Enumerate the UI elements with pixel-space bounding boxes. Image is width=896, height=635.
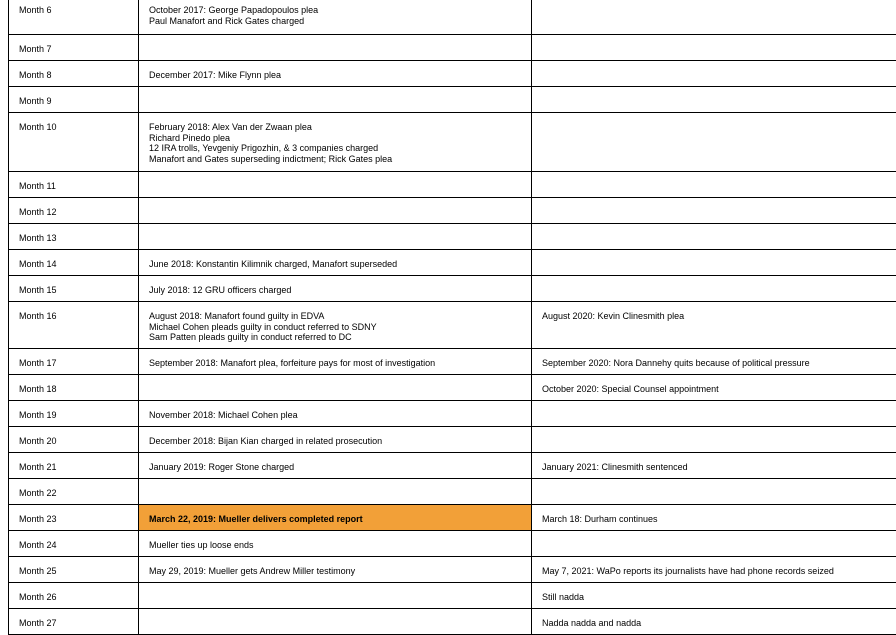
- mueller-event-text: February 2018: Alex Van der Zwaan plea: [149, 122, 525, 133]
- durham-event-text: January 2021: Clinesmith sentenced: [542, 462, 896, 473]
- mueller-cell: [139, 172, 532, 198]
- durham-event-text: May 7, 2021: WaPo reports its journalists have had phone records seized: [542, 566, 896, 577]
- durham-event-text: August 2020: Kevin Clinesmith plea: [542, 311, 896, 322]
- table-row: [9, 609, 896, 635]
- month-cell: Month 23: [9, 505, 139, 531]
- mueller-event-text: December 2017: Mike Flynn plea: [149, 70, 525, 81]
- month-cell: Month 16: [9, 302, 139, 349]
- mueller-event-text: March 22, 2019: Mueller delivers completed report: [149, 514, 525, 525]
- timeline-table-body: [9, 0, 896, 635]
- table-row: [9, 172, 896, 198]
- month-cell: Month 11: [9, 172, 139, 198]
- mueller-cell: [139, 557, 532, 583]
- durham-cell: [532, 113, 896, 172]
- table-row: [9, 531, 896, 557]
- mueller-event-text: August 2018: Manafort found guilty in EDVA: [149, 311, 525, 322]
- mueller-cell: [139, 0, 532, 35]
- month-cell: Month 18: [9, 375, 139, 401]
- durham-cell: [532, 427, 896, 453]
- durham-cell: [532, 276, 896, 302]
- mueller-event-text: June 2018: Konstantin Kilimnik charged, Manafort superseded: [149, 259, 525, 270]
- durham-cell: [532, 302, 896, 349]
- mueller-event-text: September 2018: Manafort plea, forfeiture pays for most of investigation: [149, 358, 525, 369]
- table-row: [9, 35, 896, 61]
- durham-cell: [532, 87, 896, 113]
- durham-cell: [532, 172, 896, 198]
- mueller-event-text: Manafort and Gates superseding indictment; Rick Gates plea: [149, 154, 525, 165]
- table-row: [9, 427, 896, 453]
- mueller-cell: [139, 113, 532, 172]
- month-cell: Month 14: [9, 250, 139, 276]
- durham-cell: [532, 531, 896, 557]
- month-cell: Month 10: [9, 113, 139, 172]
- durham-cell: [532, 505, 896, 531]
- durham-cell: [532, 0, 896, 35]
- month-cell: Month 26: [9, 583, 139, 609]
- durham-cell: [532, 453, 896, 479]
- month-cell: Month 6: [9, 0, 139, 35]
- durham-cell: [532, 557, 896, 583]
- table-row: [9, 375, 896, 401]
- table-row: [9, 224, 896, 250]
- month-cell: Month 12: [9, 198, 139, 224]
- mueller-event-text: Michael Cohen pleads guilty in conduct referred to SDNY: [149, 322, 525, 333]
- durham-event-text: Still nadda: [542, 592, 896, 603]
- table-row: [9, 198, 896, 224]
- mueller-cell: [139, 505, 532, 531]
- table-row: [9, 61, 896, 87]
- durham-cell: [532, 609, 896, 635]
- table-row: [9, 87, 896, 113]
- mueller-event-text: Sam Patten pleads guilty in conduct referred to DC: [149, 332, 525, 343]
- mueller-cell: [139, 375, 532, 401]
- month-cell: Month 17: [9, 349, 139, 375]
- month-cell: Month 9: [9, 87, 139, 113]
- table-row: [9, 401, 896, 427]
- month-cell: Month 21: [9, 453, 139, 479]
- month-cell: Month 25: [9, 557, 139, 583]
- table-row: [9, 113, 896, 172]
- mueller-event-text: January 2019: Roger Stone charged: [149, 462, 525, 473]
- mueller-cell: [139, 453, 532, 479]
- durham-cell: [532, 61, 896, 87]
- table-row: [9, 583, 896, 609]
- month-cell: Month 22: [9, 479, 139, 505]
- month-cell: Month 8: [9, 61, 139, 87]
- table-row: [9, 557, 896, 583]
- durham-cell: [532, 35, 896, 61]
- durham-cell: [532, 198, 896, 224]
- mueller-event-text: May 29, 2019: Mueller gets Andrew Miller testimony: [149, 566, 525, 577]
- mueller-cell: [139, 302, 532, 349]
- table-row: [9, 479, 896, 505]
- table-row: [9, 302, 896, 349]
- mueller-event-text: Paul Manafort and Rick Gates charged: [149, 16, 525, 27]
- durham-event-text: October 2020: Special Counsel appointment: [542, 384, 896, 395]
- mueller-cell: [139, 250, 532, 276]
- mueller-event-text: December 2018: Bijan Kian charged in related prosecution: [149, 436, 525, 447]
- mueller-cell: [139, 61, 532, 87]
- mueller-cell: [139, 224, 532, 250]
- mueller-event-text: November 2018: Michael Cohen plea: [149, 410, 525, 421]
- durham-cell: [532, 583, 896, 609]
- month-cell: Month 19: [9, 401, 139, 427]
- month-cell: Month 20: [9, 427, 139, 453]
- table-row: [9, 0, 896, 35]
- mueller-event-text: 12 IRA trolls, Yevgeniy Prigozhin, & 3 companies charged: [149, 143, 525, 154]
- durham-event-text: Nadda nadda and nadda: [542, 618, 896, 629]
- table-row: [9, 349, 896, 375]
- mueller-cell: [139, 609, 532, 635]
- durham-cell: [532, 375, 896, 401]
- durham-event-text: March 18: Durham continues: [542, 514, 896, 525]
- month-cell: Month 13: [9, 224, 139, 250]
- mueller-cell: [139, 87, 532, 113]
- mueller-event-text: July 2018: 12 GRU officers charged: [149, 285, 525, 296]
- durham-cell: [532, 401, 896, 427]
- durham-cell: [532, 479, 896, 505]
- mueller-cell: [139, 583, 532, 609]
- month-cell: Month 15: [9, 276, 139, 302]
- mueller-cell: [139, 276, 532, 302]
- table-row: [9, 276, 896, 302]
- mueller-cell: [139, 427, 532, 453]
- durham-cell: [532, 224, 896, 250]
- table-row: [9, 250, 896, 276]
- month-cell: Month 27: [9, 609, 139, 635]
- table-row: [9, 453, 896, 479]
- timeline-table: [8, 0, 896, 635]
- month-cell: Month 24: [9, 531, 139, 557]
- mueller-event-text: Richard Pinedo plea: [149, 133, 525, 144]
- mueller-cell: [139, 479, 532, 505]
- month-cell: Month 7: [9, 35, 139, 61]
- mueller-event-text: October 2017: George Papadopoulos plea: [149, 5, 525, 16]
- mueller-cell: [139, 531, 532, 557]
- mueller-cell: [139, 198, 532, 224]
- mueller-cell: [139, 401, 532, 427]
- mueller-cell: [139, 35, 532, 61]
- durham-event-text: September 2020: Nora Dannehy quits because of political pressure: [542, 358, 896, 369]
- durham-cell: [532, 250, 896, 276]
- mueller-event-text: Mueller ties up loose ends: [149, 540, 525, 551]
- mueller-cell: [139, 349, 532, 375]
- durham-cell: [532, 349, 896, 375]
- table-row: [9, 505, 896, 531]
